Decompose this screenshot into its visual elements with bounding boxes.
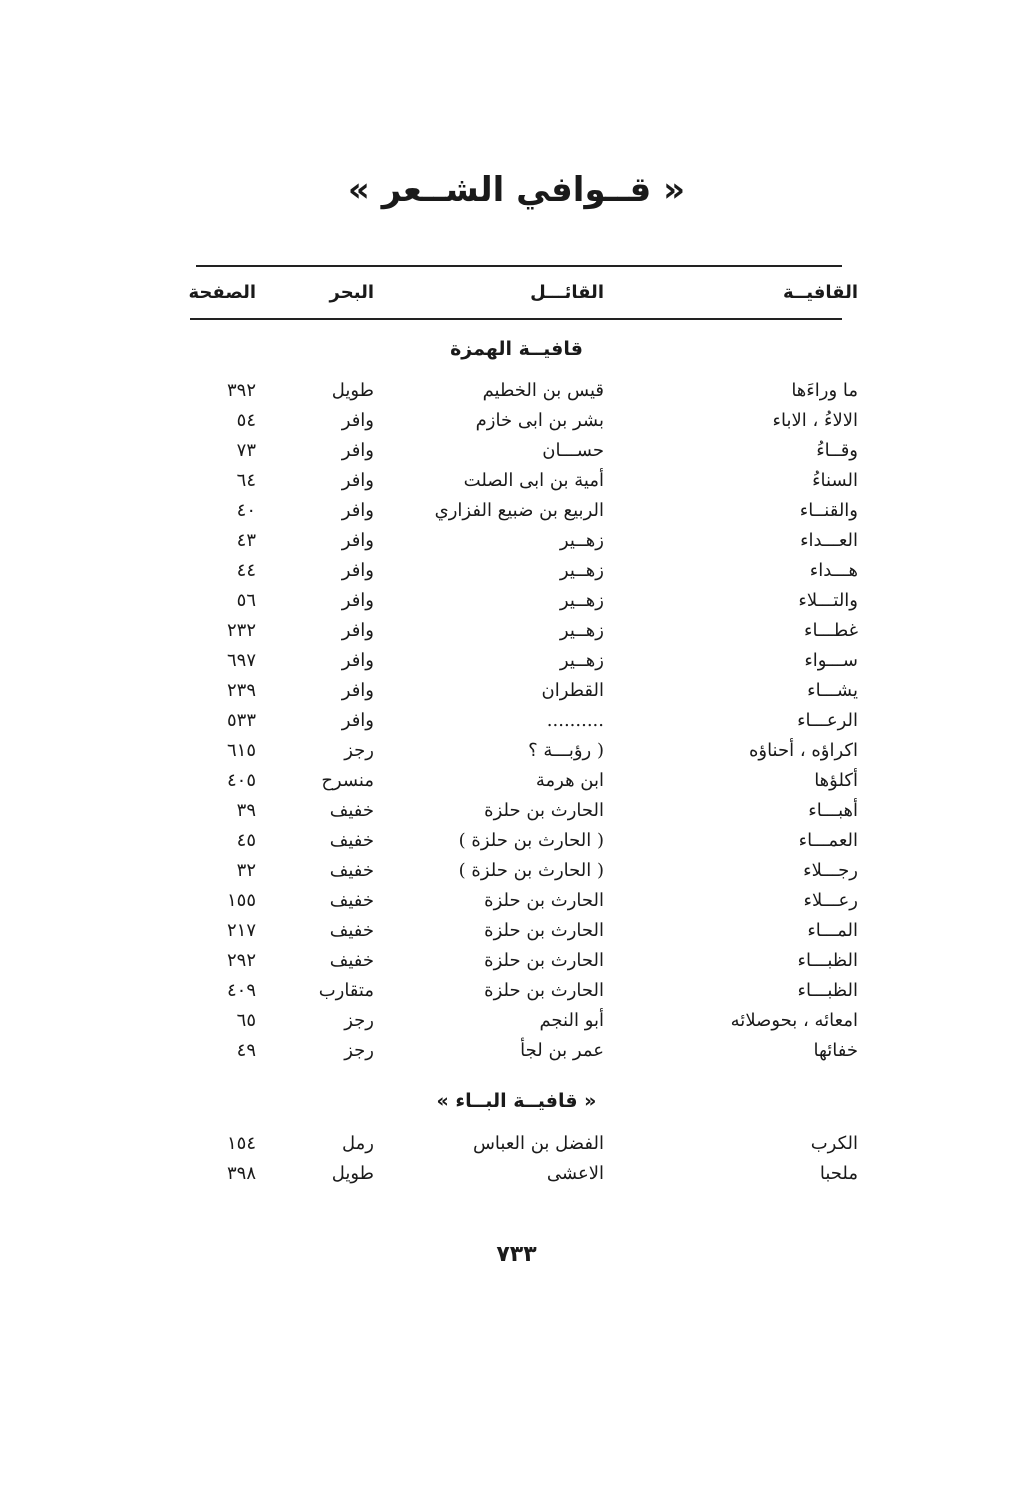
cell-poet: زهــير xyxy=(559,620,604,641)
cell-meter: وافر xyxy=(341,500,374,521)
cell-poet: الفضل بن العباس xyxy=(472,1133,604,1154)
cell-page: ٧٣ xyxy=(236,440,256,461)
cell-rhyme: خفائها xyxy=(813,1040,858,1061)
table-row xyxy=(0,620,1033,650)
cell-rhyme: ما وراءَها xyxy=(791,380,858,401)
cell-page: ٢٣٢ xyxy=(226,620,256,641)
table-row xyxy=(0,590,1033,620)
table-row xyxy=(0,1040,1033,1070)
cell-rhyme: هـــداء xyxy=(809,560,858,581)
cell-page: ٥٤ xyxy=(236,410,256,431)
table-row xyxy=(0,440,1033,470)
cell-rhyme: امعائه ، بحوصلائه xyxy=(730,1010,858,1031)
cell-page: ٦٤ xyxy=(236,470,256,491)
cell-meter: رمل xyxy=(342,1133,374,1154)
page-number: ٧٣٣ xyxy=(496,1242,537,1267)
cell-poet: الحارث بن حلزة xyxy=(484,890,604,911)
cell-meter: خفيف xyxy=(329,800,374,821)
cell-page: ٣٩ xyxy=(236,800,256,821)
table-row xyxy=(0,380,1033,410)
cell-poet: بشر بن ابى خازم xyxy=(475,410,604,431)
cell-rhyme: الرعـــاء xyxy=(797,710,858,731)
cell-page: ٤٩ xyxy=(236,1040,256,1061)
cell-poet: الحارث بن حلزة xyxy=(484,950,604,971)
cell-meter: طويل xyxy=(331,1163,374,1184)
cell-page: ٤٥ xyxy=(236,830,256,851)
cell-rhyme: رجـــلاء xyxy=(803,860,858,881)
cell-rhyme: المـــاء xyxy=(807,920,858,941)
cell-meter: خفيف xyxy=(329,950,374,971)
cell-meter: وافر xyxy=(341,680,374,701)
table-row xyxy=(0,830,1033,860)
cell-poet: زهــير xyxy=(559,590,604,611)
table-row xyxy=(0,410,1033,440)
header-poet: القائـــل xyxy=(530,282,604,303)
cell-page: ٦٩٧ xyxy=(226,650,256,671)
table-row xyxy=(0,1010,1033,1040)
cell-rhyme: ســـواء xyxy=(804,650,858,671)
header-rhyme: القافيــة xyxy=(783,282,858,303)
cell-poet: أمية بن ابى الصلت xyxy=(463,470,604,491)
cell-rhyme: اكراؤه ، أحناؤه xyxy=(748,740,858,761)
cell-page: ٣٩٨ xyxy=(226,1163,256,1184)
cell-rhyme: الكرب xyxy=(810,1133,858,1154)
page-title: « قــوافي الشــعر » xyxy=(347,170,686,210)
cell-meter: طويل xyxy=(331,380,374,401)
cell-rhyme: العمـــاء xyxy=(798,830,858,851)
cell-poet: ابن هرمة xyxy=(535,770,604,791)
table-row xyxy=(0,1133,1033,1163)
cell-meter: وافر xyxy=(341,440,374,461)
cell-poet: زهــير xyxy=(559,560,604,581)
cell-meter: وافر xyxy=(341,560,374,581)
cell-page: ٣٩٢ xyxy=(226,380,256,401)
cell-poet: زهــير xyxy=(559,650,604,671)
cell-poet: أبو النجم xyxy=(539,1010,604,1031)
cell-meter: رجز xyxy=(344,1040,374,1061)
cell-page: ٤٠٩ xyxy=(226,980,256,1001)
table-row xyxy=(0,860,1033,890)
cell-meter: خفيف xyxy=(329,830,374,851)
cell-rhyme: وقــاءُ xyxy=(816,440,858,461)
section-heading-baa: « قافيــة البــاء » xyxy=(436,1090,597,1112)
header-meter: البحر xyxy=(329,282,374,303)
cell-poet: الحارث بن حلزة xyxy=(484,920,604,941)
cell-rhyme: ملحبا xyxy=(819,1163,858,1184)
cell-meter: وافر xyxy=(341,470,374,491)
top-rule xyxy=(196,265,842,267)
cell-page: ٢١٧ xyxy=(226,920,256,941)
table-row xyxy=(0,950,1033,980)
cell-meter: خفيف xyxy=(329,860,374,881)
cell-meter: رجز xyxy=(344,1010,374,1031)
table-row xyxy=(0,740,1033,770)
cell-page: ٢٣٩ xyxy=(226,680,256,701)
table-row xyxy=(0,800,1033,830)
cell-poet: عمر بن لجأ xyxy=(520,1040,604,1061)
cell-poet: الحارث بن حلزة xyxy=(484,980,604,1001)
cell-poet: القطران xyxy=(541,680,604,701)
table-row xyxy=(0,500,1033,530)
header-page: الصفحة xyxy=(188,282,256,303)
cell-page: ٤٣ xyxy=(236,530,256,551)
cell-rhyme: العـــداء xyxy=(800,530,858,551)
cell-poet: الربيع بن ضبيع الفزاري xyxy=(434,500,604,521)
cell-rhyme: غطـــاء xyxy=(804,620,858,641)
cell-page: ٦٥ xyxy=(236,1010,256,1031)
cell-rhyme: رعـــلاء xyxy=(803,890,858,911)
table-row xyxy=(0,1163,1033,1193)
cell-rhyme: أهبـــاء xyxy=(808,800,858,821)
cell-page: ١٥٥ xyxy=(226,890,256,911)
cell-poet: حســـان xyxy=(542,440,604,461)
cell-rhyme: الظبـــاء xyxy=(797,950,858,971)
cell-meter: وافر xyxy=(341,590,374,611)
cell-meter: خفيف xyxy=(329,920,374,941)
cell-meter: خفيف xyxy=(329,890,374,911)
table-row xyxy=(0,680,1033,710)
table-row xyxy=(0,980,1033,1010)
cell-rhyme: والتـــلاء xyxy=(798,590,858,611)
cell-page: ١٥٤ xyxy=(226,1133,256,1154)
table-row xyxy=(0,920,1033,950)
cell-meter: متقارب xyxy=(318,980,374,1001)
cell-rhyme: أكلؤها xyxy=(814,770,858,791)
cell-rhyme: يشـــاء xyxy=(807,680,858,701)
table-header xyxy=(0,282,1033,312)
cell-poet: قيس بن الخطيم xyxy=(482,380,604,401)
cell-rhyme: والقنــاء xyxy=(799,500,858,521)
cell-meter: وافر xyxy=(341,620,374,641)
table-row xyxy=(0,530,1033,560)
cell-meter: وافر xyxy=(341,410,374,431)
table-row xyxy=(0,470,1033,500)
cell-poet: الحارث بن حلزة xyxy=(484,800,604,821)
cell-rhyme: السناءُ xyxy=(812,470,858,491)
cell-page: ٢٩٢ xyxy=(226,950,256,971)
cell-meter: وافر xyxy=(341,530,374,551)
cell-meter: رجز xyxy=(344,740,374,761)
cell-page: ٥٦ xyxy=(236,590,256,611)
table-row xyxy=(0,890,1033,920)
cell-poet: ( الحارث بن حلزة ) xyxy=(458,830,604,851)
section-heading-hamza: قافيــة الهمزة xyxy=(450,338,583,360)
table-row xyxy=(0,710,1033,740)
cell-rhyme: الظبـــاء xyxy=(797,980,858,1001)
cell-poet: ( رؤبـــة ؟ xyxy=(528,740,604,761)
cell-poet: الاعشى xyxy=(546,1163,604,1184)
table-row xyxy=(0,650,1033,680)
table-row xyxy=(0,770,1033,800)
cell-poet: زهــير xyxy=(559,530,604,551)
cell-rhyme: الالاءُ ، الاباء xyxy=(772,410,858,431)
cell-meter: وافر xyxy=(341,650,374,671)
header-rule xyxy=(190,318,842,320)
cell-poet: ( الحارث بن حلزة ) xyxy=(458,860,604,881)
cell-page: ٤٤ xyxy=(236,560,256,581)
cell-poet: .......... xyxy=(546,710,604,731)
cell-page: ٦١٥ xyxy=(226,740,256,761)
table-row xyxy=(0,560,1033,590)
cell-page: ٤٠ xyxy=(236,500,256,521)
cell-meter: وافر xyxy=(341,710,374,731)
cell-page: ٥٣٣ xyxy=(226,710,256,731)
cell-meter: منسرح xyxy=(321,770,374,791)
cell-page: ٣٢ xyxy=(236,860,256,881)
cell-page: ٤٠٥ xyxy=(226,770,256,791)
